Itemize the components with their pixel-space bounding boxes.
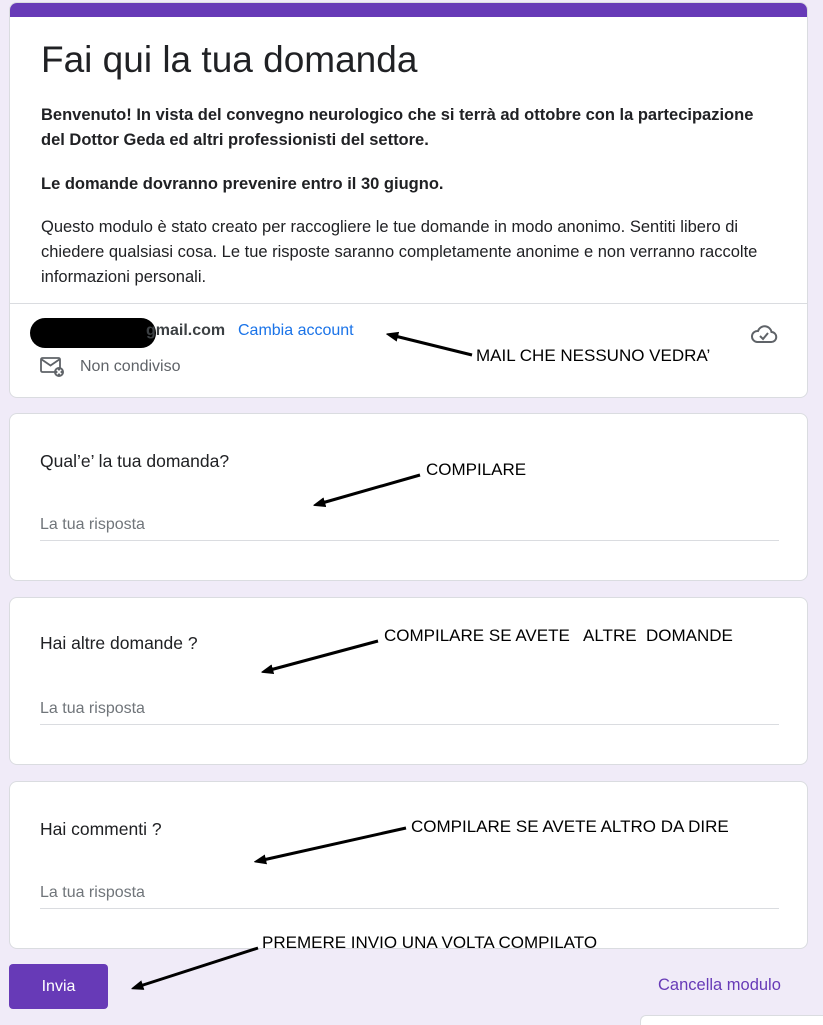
- intro-text: Benvenuto! In vista del convegno neurologico che si terrà ad ottobre con la partecipazione del Dottor Geda ed altri professionisti del settore.: [41, 106, 754, 149]
- arrow-mail: [395, 336, 472, 355]
- submit-button[interactable]: Invia: [9, 964, 108, 1009]
- arrow-question-2: [270, 641, 378, 670]
- account-email-domain: gmail.com: [146, 322, 226, 339]
- question-label-2: Hai altre domande ?: [40, 633, 198, 653]
- question-label-3: Hai commenti ?: [40, 819, 162, 839]
- not-shared-label: Non condiviso: [80, 358, 181, 375]
- arrow-question-3: [263, 828, 406, 860]
- change-account-link[interactable]: Cambia account: [238, 322, 354, 339]
- question-label-1: Qual’e’ la tua domanda?: [40, 451, 230, 471]
- annotation-question-3: COMPILARE SE AVETE ALTRO DA DIRE: [411, 817, 729, 836]
- annotation-mail: MAIL CHE NESSUNO VEDRA’: [476, 346, 711, 365]
- arrow-question-1: [322, 475, 420, 503]
- form-description: Questo modulo è stato creato per raccogliere le tue domande in modo anonimo. Sentiti libero di chiedere qualsiasi cosa. Le tue risposte saranno completamente anonime e non verranno raccolte informazioni personali.: [41, 218, 758, 286]
- annotation-submit: PREMERE INVIO UNA VOLTA COMPILATO: [262, 933, 598, 952]
- form-title: Fai qui la tua domanda: [41, 39, 418, 80]
- arrow-submit: [140, 948, 258, 986]
- annotation-question-2: COMPILARE SE AVETE ALTRE DOMANDE: [384, 626, 733, 645]
- annotation-question-1: COMPILARE: [426, 460, 527, 479]
- clear-form-link[interactable]: Cancella modulo: [658, 976, 781, 994]
- deadline-text: Le domande dovranno prevenire entro il 30 giugno.: [41, 175, 444, 193]
